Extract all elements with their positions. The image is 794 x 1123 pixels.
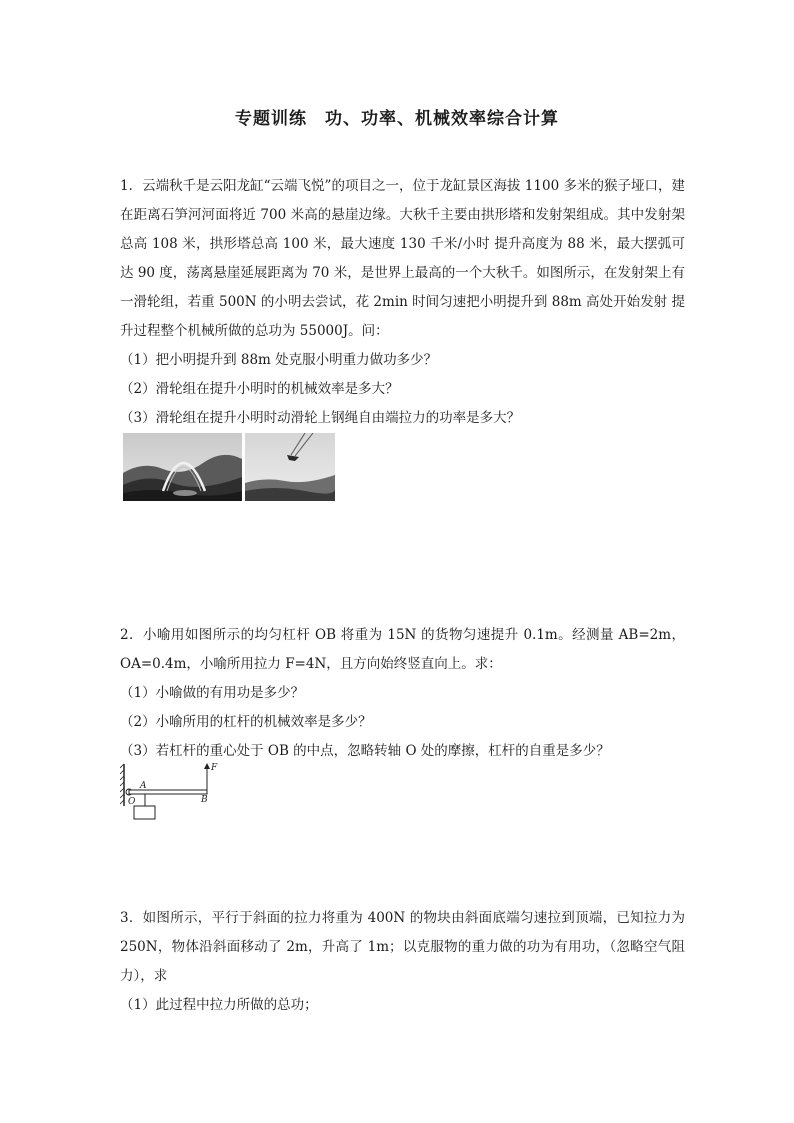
page-title: 专题训练 功、功率、机械效率综合计算	[235, 109, 559, 129]
question-3	[120, 904, 685, 1020]
question-2-sub-1: （1）小喻做的有用功是多少？	[120, 685, 305, 701]
question-2	[120, 621, 685, 766]
question-3-text: 3．如图所示，平行于斜面的拉力将重为 400N 的物块由斜面底端匀速拉到顶端，已知拉力为 250N，物体沿斜面移动了 2m，升高了 1m；以克服物的重力做的功为有用功，（忽略空气阻力），求	[120, 910, 685, 984]
question-1-sub-2: （2）滑轮组在提升小明时的机械效率是多大？	[120, 381, 399, 397]
question-1	[120, 172, 685, 433]
question-3-sub-1: （1）此过程中拉力所做的总功；	[120, 997, 318, 1013]
lever-diagram	[120, 760, 220, 824]
question-1-text: 1．云端秋千是云阳龙缸“云端飞悦”的项目之一，位于龙缸景区海拔 1100 多米的猴子垭口，建在距离石笋河河面将近 700 米高的悬崖边缘。大秋千主要由拱形塔和发射架组成。其中发射架总高 108 米，拱形塔总高 100 米，最大速度 130 千米/小时 提升高度为 88 米，最大摆弧可达 90 度，荡离悬崖延展距离为 70 米，是世界上最高的一个大秋千。如图所示，在发射架上有一滑轮组，若重 500N 的小明去尝试，花 2min 时间匀速把小明提升到 88m 高处开始发射 提升过程整个机械所做的总功为 55000J。问：	[120, 178, 685, 339]
question-2-sub-3: （3）若杠杆的重心处于 OB 的中点，忽略转轴 O 处的摩擦，杠杆的自重是多少？	[120, 743, 610, 759]
label-o: O	[128, 797, 136, 807]
question-2-text: 2．小喻用如图所示的均匀杠杆 OB 将重为 15N 的货物匀速提升 0.1m。经测量 AB=2m，OA=0.4m，小喻所用拉力 F=4N，且方向始终竖直向上。求：	[120, 627, 685, 672]
question-1-sub-1: （1）把小明提升到 88m 处克服小明重力做功多少？	[120, 352, 438, 368]
label-f: F	[211, 763, 218, 773]
arch-tower-photo	[123, 433, 242, 501]
label-b: B	[201, 795, 208, 805]
label-a: A	[140, 781, 147, 791]
question-1-sub-3: （3）滑轮组在提升小明时动滑轮上钢绳自由端拉力的功率是多大？	[120, 410, 521, 426]
question-2-sub-2: （2）小喻所用的杠杆的机械效率是多少？	[120, 714, 372, 730]
question-1-photos	[123, 433, 335, 501]
swing-photo	[245, 433, 335, 501]
